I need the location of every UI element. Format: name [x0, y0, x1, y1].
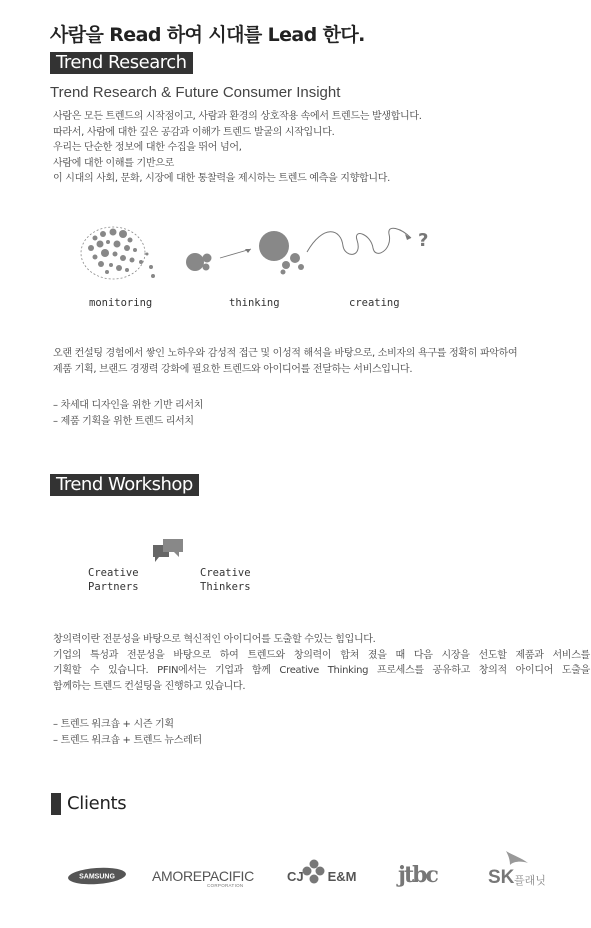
research-intro: [53, 109, 422, 187]
research-intro-line: 사람에 대한 이해를 기반으로: [53, 157, 174, 169]
list-item: – 트렌드 워크숍 + 트렌드 뉴스레터: [53, 735, 202, 746]
research-desc-line: 제품 기획, 브랜드 경쟁력 강화에 필요한 트렌드와 아이디어를 전달하는 서비스입니다.: [53, 363, 413, 375]
stage-label-creating: creating: [349, 297, 400, 309]
creating-swirl: [307, 228, 411, 254]
page-headline: 사람을 Read 하여 시대를 Lead 한다.: [50, 24, 365, 46]
workshop-label-creative-thinkers: Creative Thinkers: [200, 567, 251, 593]
workshop-desc-line: 함께하는 트렌드 컨설팅을 진행하고 있습니다.: [53, 680, 246, 692]
section-title-trend-research: Trend Research: [50, 52, 193, 74]
list-item: – 제품 기획을 위한 트렌드 리서치: [53, 416, 194, 427]
clients-accent-bar: [51, 793, 61, 815]
client-logo-samsung: [67, 866, 127, 886]
samsung-logo-text: SAMSUNG: [79, 873, 115, 881]
research-desc-line: 오랜 컨설팅 경험에서 쌓인 노하우와 감성적 접근 및 이성적 해석을 바탕으로, 소비자의 욕구를 정확히 파악하여: [53, 348, 518, 359]
list-item: – 차세대 디자인을 위한 기반 리서치: [53, 400, 204, 411]
client-logo-amorepacific: AMOREPACIFIC: [152, 868, 254, 884]
client-logo-cj: CJ E&M: [287, 869, 357, 884]
workshop-desc-line: 기획할 수 있습니다. PFIN에서는 기업과 함께 Creative Thinking 프로세스를 공유하고 창의적 아이디어 도출을: [53, 665, 590, 677]
client-logo-sk-sub: 플래닛: [514, 874, 546, 887]
research-description: [53, 346, 517, 377]
process-diagram-icon: [75, 220, 475, 290]
section-title-trend-workshop: Trend Workshop: [50, 474, 199, 496]
research-process-diagram: [75, 220, 475, 294]
section-title-clients: Clients: [67, 793, 127, 814]
research-intro-line: 이 시대의 사회, 문화, 시장에 대한 통찰력을 제시하는 트렌드 예측을 지향합니다.: [53, 173, 390, 185]
workshop-description: [53, 632, 590, 694]
research-intro-line: 우리는 단순한 정보에 대한 수집을 뛰어 넘어,: [53, 142, 242, 154]
research-intro-line: 따라서, 사람에 대한 깊은 공감과 이해가 트렌드 발굴의 시작입니다.: [53, 126, 335, 138]
list-item: – 트렌드 워크숍 + 시즌 기획: [53, 719, 174, 730]
thinking-dots: [186, 253, 212, 271]
workshop-label-creative-partners: Creative Partners: [88, 567, 139, 593]
workshop-bullet-list: [53, 717, 202, 749]
client-logo-sk: SK: [488, 867, 515, 888]
client-logo-jtbc: jtbc: [398, 862, 437, 888]
research-intro-line: 사람은 모든 트렌드의 시작점이고, 사람과 환경의 상호작용 속에서 트렌드는 발생합니다.: [53, 111, 422, 122]
question-mark-icon: ?: [418, 230, 429, 251]
workshop-desc-line: 기업의 특성과 전문성을 바탕으로 하여 트렌드와 창의력이 합쳐 졌을 때 다음 시장을 선도할 제품과 서비스를: [53, 649, 590, 661]
research-bullet-list: [53, 398, 203, 430]
workshop-desc-line: 창의력이란 전문성을 바탕으로 혁신적인 아이디어를 도출할 수있는 힘입니다.: [53, 634, 376, 645]
client-logo-amorepacific-sub: CORPORATION: [207, 883, 244, 888]
creating-dots: [259, 231, 304, 275]
speech-bubbles-icon: [151, 537, 185, 569]
stage-label-monitoring: monitoring: [89, 297, 153, 309]
stage-label-thinking: thinking: [229, 297, 280, 309]
research-subtitle: Trend Research & Future Consumer Insight: [50, 84, 341, 101]
